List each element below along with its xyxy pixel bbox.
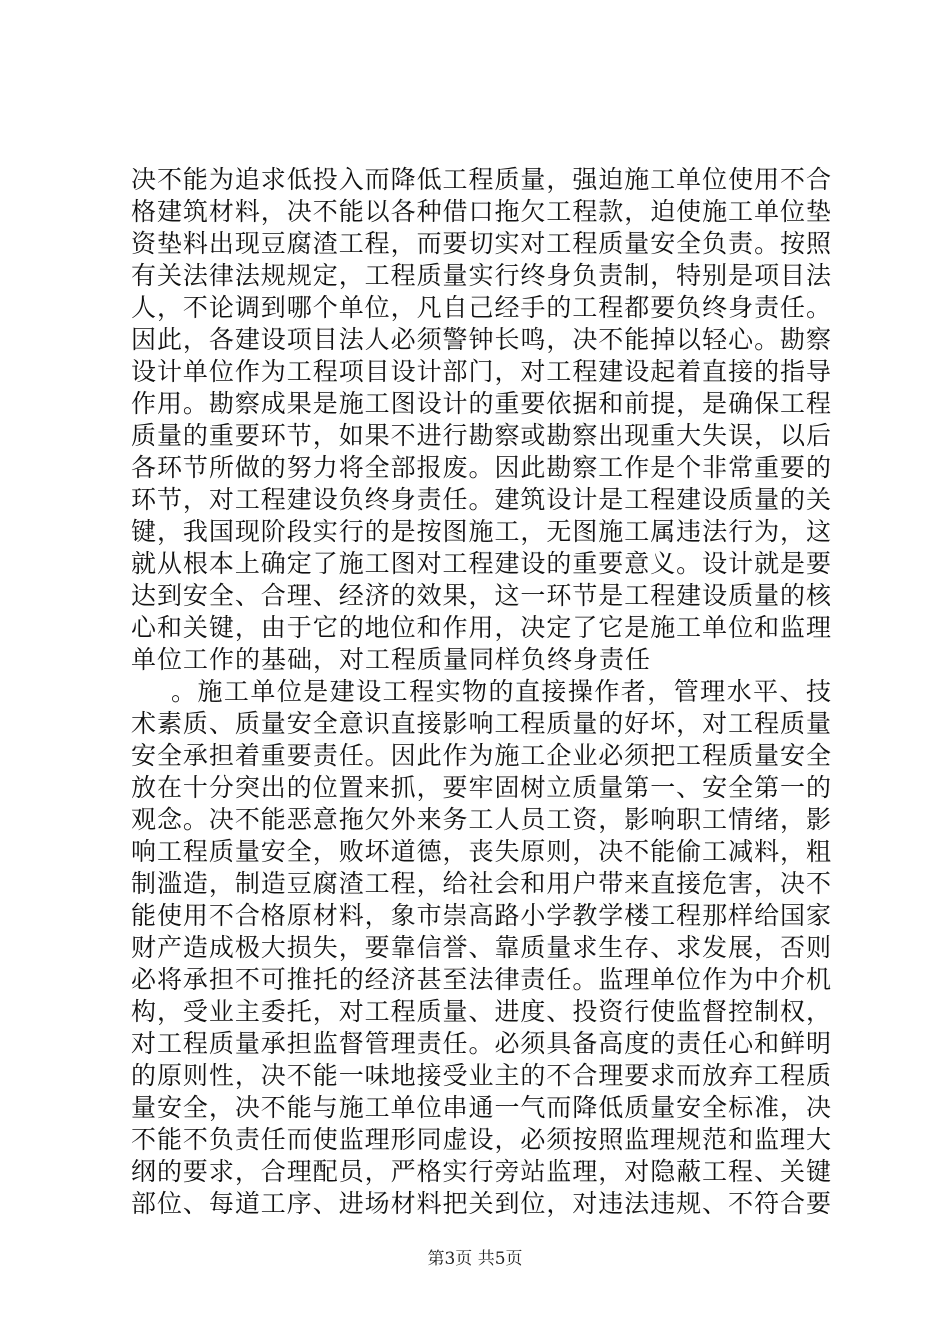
text-line: 质量的重要环节，如果不进行勘察或勘察出现重大失误，以后 <box>131 421 831 450</box>
text-line: 。施工单位是建设工程实物的直接操作者，管理水平、技 <box>171 677 831 706</box>
text-line: 有关法律法规规定，工程质量实行终身负责制，特别是项目法 <box>131 261 831 290</box>
text-line: 量安全，决不能与施工单位串通一气而降低质量安全标准，决 <box>131 1093 831 1122</box>
text-line: 对工程质量承担监督管理责任。必须具备高度的责任心和鲜明 <box>131 1029 831 1058</box>
text-line: 财产造成极大损失，要靠信誉、靠质量求生存、求发展，否则 <box>131 933 831 962</box>
text-line: 响工程质量安全，败坏道德，丧失原则，决不能偷工减料，粗 <box>131 837 831 866</box>
text-line: 部位、每道工序、进场材料把关到位，对违法违规、不符合要 <box>131 1189 831 1218</box>
text-line: 格建筑材料，决不能以各种借口拖欠工程款，迫使施工单位垫 <box>131 197 831 226</box>
text-line: 放在十分突出的位置来抓，要牢固树立质量第一、安全第一的 <box>131 773 831 802</box>
text-line: 制滥造，制造豆腐渣工程，给社会和用户带来直接危害，决不 <box>131 869 831 898</box>
text-line: 构，受业主委托，对工程质量、进度、投资行使监督控制权， <box>131 997 831 1026</box>
text-line: 环节，对工程建设负终身责任。建筑设计是工程建设质量的关 <box>131 485 831 514</box>
text-line: 各环节所做的努力将全部报废。因此勘察工作是个非常重要的 <box>131 453 831 482</box>
text-line: 键，我国现阶段实行的是按图施工，无图施工属违法行为，这 <box>131 517 831 546</box>
text-line: 达到安全、合理、经济的效果，这一环节是工程建设质量的核 <box>131 581 831 610</box>
text-line: 作用。勘察成果是施工图设计的重要依据和前提，是确保工程 <box>131 389 831 418</box>
text-line: 不能不负责任而使监理形同虚设，必须按照监理规范和监理大 <box>131 1125 831 1154</box>
text-line: 设计单位作为工程项目设计部门，对工程建设起着直接的指导 <box>131 357 831 386</box>
text-line: 心和关键，由于它的地位和作用，决定了它是施工单位和监理 <box>131 613 831 642</box>
text-line: 单位工作的基础，对工程质量同样负终身责任 <box>131 645 652 674</box>
text-line: 因此，各建设项目法人必须警钟长鸣，决不能掉以轻心。勘察 <box>131 325 831 354</box>
text-line: 必将承担不可推托的经济甚至法律责任。监理单位作为中介机 <box>131 965 831 994</box>
body-text <box>131 164 831 1220</box>
text-line: 观念。决不能恶意拖欠外来务工人员工资，影响职工情绪，影 <box>131 805 831 834</box>
text-line: 纲的要求，合理配员，严格实行旁站监理，对隐蔽工程、关键 <box>131 1157 831 1186</box>
text-line: 就从根本上确定了施工图对工程建设的重要意义。设计就是要 <box>131 549 831 578</box>
text-line: 安全承担着重要责任。因此作为施工企业必须把工程质量安全 <box>131 741 831 770</box>
text-line: 术素质、质量安全意识直接影响工程质量的好坏，对工程质量 <box>131 709 831 738</box>
text-line: 能使用不合格原材料，象市崇高路小学教学楼工程那样给国家 <box>131 901 831 930</box>
page-footer: 第3页 共5页 <box>427 1249 523 1269</box>
text-line: 决不能为追求低投入而降低工程质量，强迫施工单位使用不合 <box>131 165 831 194</box>
text-line: 的原则性，决不能一味地接受业主的不合理要求而放弃工程质 <box>131 1061 831 1090</box>
text-line: 资垫料出现豆腐渣工程，而要切实对工程质量安全负责。按照 <box>131 229 831 258</box>
text-line: 人，不论调到哪个单位，凡自己经手的工程都要负终身责任。 <box>131 293 831 322</box>
